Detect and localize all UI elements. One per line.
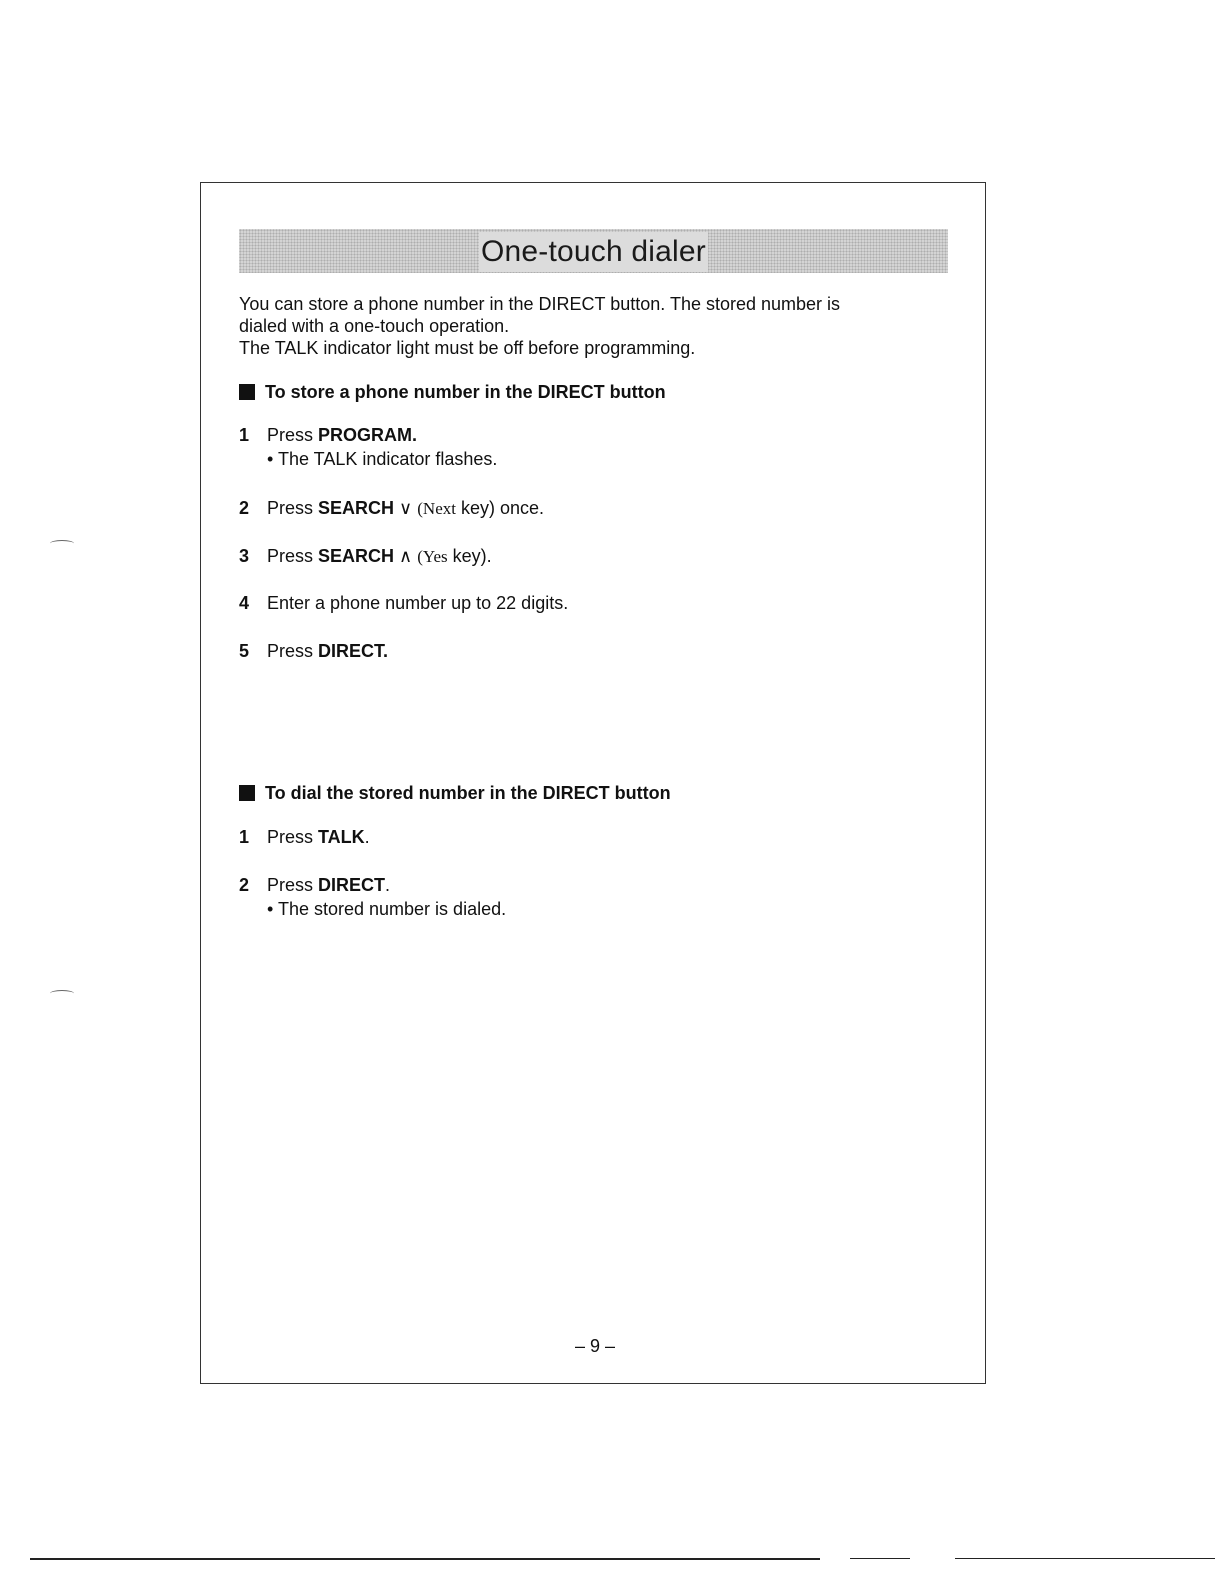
- store-step-2: [239, 496, 544, 521]
- title-banner: [239, 229, 948, 273]
- square-bullet-icon: [239, 384, 255, 400]
- step-number: 2: [239, 498, 250, 518]
- key-name: TALK: [318, 827, 365, 847]
- intro-line: dialed with a one-touch operation.: [239, 316, 510, 336]
- bottom-rule: [850, 1558, 910, 1559]
- step-text: .: [383, 641, 389, 661]
- step-text: .: [364, 827, 370, 847]
- step-text: (: [417, 547, 423, 566]
- step-text: Press: [267, 546, 319, 566]
- step-number: 2: [239, 875, 250, 895]
- step-note: • The stored number is dialed.: [267, 899, 507, 919]
- intro-line: The TALK indicator light must be off before programming.: [239, 338, 696, 358]
- step-text: (: [417, 499, 423, 518]
- key-name: SEARCH: [318, 546, 395, 566]
- step-text: .: [385, 875, 391, 895]
- step-text: Press: [267, 425, 319, 445]
- step-number: 3: [239, 546, 250, 566]
- section-heading-text: To store a phone number in the DIRECT button: [265, 382, 666, 402]
- step-text: key) once.: [455, 498, 545, 518]
- store-step-1: [239, 423, 497, 471]
- step-text: Press: [267, 827, 319, 847]
- step-text: key).: [447, 546, 492, 566]
- intro-line: You can store a phone number in the DIRECT button. The stored number is: [239, 294, 841, 314]
- step-number: 5: [239, 641, 250, 661]
- key-alias: Yes: [422, 547, 448, 566]
- step-number: 1: [239, 827, 250, 847]
- key-name: PROGRAM: [318, 425, 413, 445]
- step-note: • The TALK indicator flashes.: [267, 449, 498, 469]
- step-text: Enter a phone number up to 22 digits.: [267, 593, 569, 613]
- chevron-down-icon: ∨: [399, 498, 413, 518]
- scan-artifact: [50, 540, 74, 547]
- key-name: DIRECT: [318, 875, 386, 895]
- square-bullet-icon: [239, 785, 255, 801]
- store-step-5: [239, 639, 388, 663]
- bottom-rule: [30, 1558, 820, 1560]
- dial-step-1: [239, 825, 370, 849]
- scan-artifact: [50, 990, 74, 997]
- section-heading-store: [239, 381, 666, 403]
- intro-paragraph: [239, 293, 939, 359]
- section-heading-dial: [239, 782, 671, 804]
- step-number: 4: [239, 593, 250, 613]
- chevron-up-icon: ∧: [399, 546, 413, 566]
- key-alias: Next: [422, 499, 456, 518]
- store-step-3: [239, 544, 492, 569]
- key-name: SEARCH: [318, 498, 395, 518]
- section-heading-text: To dial the stored number in the DIRECT button: [265, 783, 671, 803]
- store-step-4: [239, 591, 568, 615]
- page-title: One-touch dialer: [479, 232, 708, 272]
- step-number: 1: [239, 425, 250, 445]
- step-text: Press: [267, 641, 319, 661]
- bottom-rule: [955, 1558, 1215, 1559]
- page-number: – 9 –: [574, 1336, 616, 1356]
- step-text: Press: [267, 498, 319, 518]
- key-name: DIRECT: [318, 641, 384, 661]
- dial-step-2: [239, 873, 506, 921]
- step-text: Press: [267, 875, 319, 895]
- step-text: .: [412, 425, 418, 445]
